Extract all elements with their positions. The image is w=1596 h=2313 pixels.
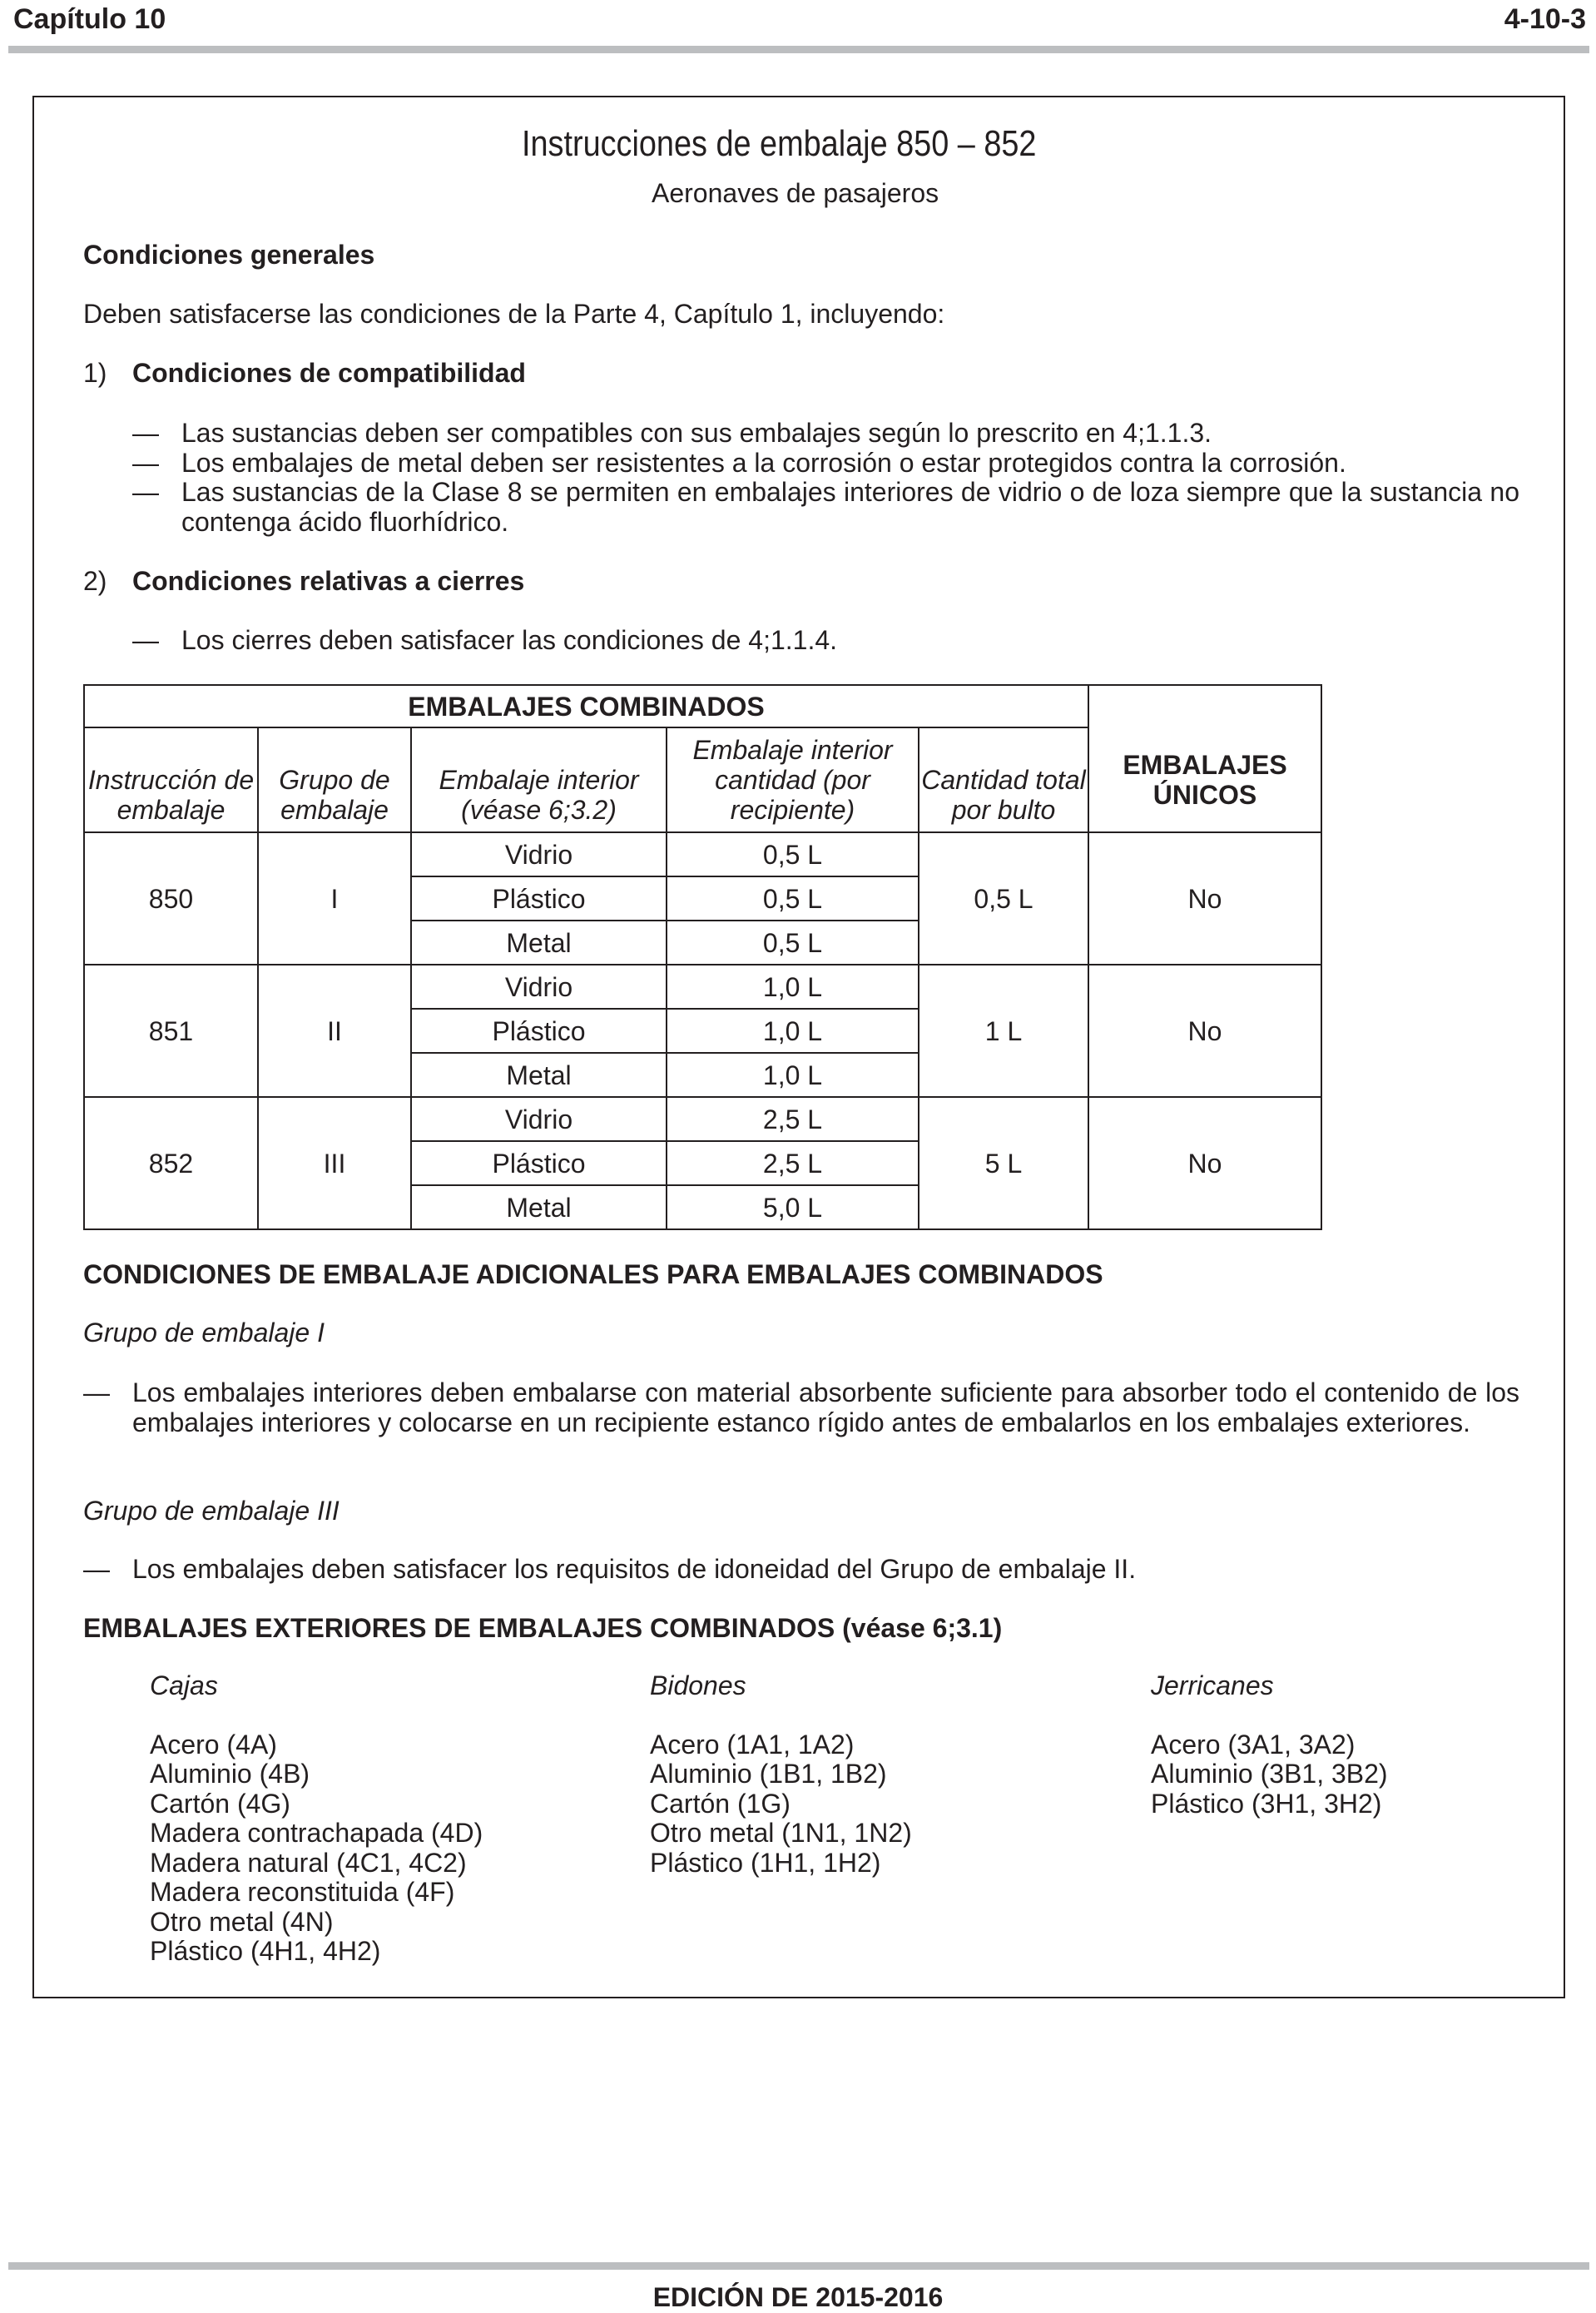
list-item: Aluminio (4B): [150, 1759, 310, 1789]
inner-packaging-header: Embalaje interior (véase 6;3.2): [411, 727, 667, 832]
list-item: Plástico (3H1, 3H2): [1151, 1788, 1382, 1819]
boxes-column: [150, 1671, 483, 1967]
page-number: 4-10-3: [1504, 3, 1586, 35]
closure-item-1-text: Los cierres deben satisfacer las condiciones de 4;1.1.4.: [181, 625, 838, 655]
inner-material: Plástico: [411, 876, 667, 921]
inner-material: Plástico: [411, 1141, 667, 1185]
list-item: Madera contrachapada (4D): [150, 1818, 483, 1848]
total-quantity-header: Cantidad total por bulto: [919, 727, 1088, 832]
list-item: Madera natural (4C1, 4C2): [150, 1847, 467, 1878]
single-packaging: No: [1088, 1097, 1321, 1229]
list-item: Aluminio (3B1, 3B2): [1151, 1759, 1388, 1789]
list-item: Otro metal (1N1, 1N2): [650, 1818, 912, 1848]
group-i-label: Grupo de embalaje I: [83, 1318, 325, 1348]
section-1-number: 1): [83, 358, 107, 388]
dash-mark: —: [83, 1554, 110, 1584]
list-item: Acero (4A): [150, 1729, 277, 1760]
outer-packagings-heading: EMBALAJES EXTERIORES DE EMBALAJES COMBINADOS (véase 6;3.1): [83, 1613, 1003, 1643]
list-item: Plástico (1H1, 1H2): [650, 1847, 881, 1878]
list-item: Cartón (4G): [150, 1788, 290, 1819]
single-packaging: No: [1088, 965, 1321, 1097]
drums-title: Bidones: [650, 1670, 746, 1700]
list-item: Aluminio (1B1, 1B2): [650, 1759, 887, 1789]
table-row: [84, 965, 1321, 1009]
total-quantity: 1 L: [919, 965, 1088, 1097]
dash-mark: —: [132, 477, 159, 507]
inner-quantity: 1,0 L: [667, 965, 919, 1009]
compat-item-1-text: Las sustancias deben ser compatibles con sus embalajes según lo prescrito en 4;1.1.3.: [181, 418, 1212, 448]
instruction-852: 852: [84, 1097, 258, 1229]
jerricans-title: Jerricanes: [1151, 1670, 1274, 1700]
compat-item-3-text: Las sustancias de la Clase 8 se permiten en embalajes interiores de vidrio o de loza siempre que la sustancia no contenga ácido fluorhídrico.: [181, 477, 1519, 537]
dash-mark: —: [132, 625, 159, 655]
group-cell: III: [258, 1097, 411, 1229]
edition-footer: EDICIÓN DE 2015-2016: [652, 2282, 944, 2312]
group-i-text: Los embalajes interiores deben embalarse con material absorbente suficiente para absorber todo el contenido de los embalajes interiores y colocarse en un recipiente estanco rígido antes de embalarlos en los embalajes exteriores.: [132, 1377, 1519, 1437]
additional-conditions-heading: CONDICIONES DE EMBALAJE ADICIONALES PARA EMBALAJES COMBINADOS: [83, 1259, 1103, 1289]
inner-quantity: 5,0 L: [667, 1185, 919, 1229]
single-packaging: No: [1088, 832, 1321, 965]
table-row: [84, 1097, 1321, 1141]
total-quantity: 5 L: [919, 1097, 1088, 1229]
inner-quantity-header: Embalaje interior cantidad (por recipiente): [667, 727, 919, 832]
packing-instruction-header: Instrucción de embalaje: [84, 727, 258, 832]
general-intro: Deben satisfacerse las condiciones de la Parte 4, Capítulo 1, incluyendo:: [83, 299, 945, 329]
group-cell: I: [258, 832, 411, 965]
inner-material: Metal: [411, 1053, 667, 1097]
inner-material: Metal: [411, 921, 667, 965]
inner-material: Vidrio: [411, 832, 667, 876]
boxes-title: Cajas: [150, 1670, 218, 1700]
list-item: Madera reconstituida (4F): [150, 1877, 455, 1907]
compat-item-2-text: Los embalajes de metal deben ser resistentes a la corrosión o estar protegidos contra la corrosión.: [181, 448, 1346, 478]
inner-material: Metal: [411, 1185, 667, 1229]
inner-quantity: 0,5 L: [667, 921, 919, 965]
single-packagings-header: EMBALAJES ÚNICOS: [1088, 685, 1321, 832]
instruction-850: 850: [84, 832, 258, 965]
section-2-number: 2): [83, 566, 107, 596]
page-title: Instrucciones de embalaje 850 – 852: [522, 123, 1037, 164]
dash-mark: —: [83, 1377, 110, 1407]
general-conditions-heading: Condiciones generales: [83, 240, 375, 270]
list-item: Otro metal (4N): [150, 1906, 334, 1937]
chapter-label: Capítulo 10: [13, 3, 166, 35]
list-item: Acero (1A1, 1A2): [650, 1729, 855, 1760]
jerricans-column: [1151, 1671, 1388, 1819]
inner-quantity: 1,0 L: [667, 1009, 919, 1053]
instruction-851: 851: [84, 965, 258, 1097]
section-1-title: Condiciones de compatibilidad: [132, 358, 526, 388]
drums-column: [650, 1671, 912, 1878]
group-cell: II: [258, 965, 411, 1097]
section-2-title: Condiciones relativas a cierres: [132, 566, 525, 596]
inner-quantity: 0,5 L: [667, 876, 919, 921]
header-rule: [8, 46, 1589, 53]
group-iii-label: Grupo de embalaje III: [83, 1496, 340, 1526]
total-quantity: 0,5 L: [919, 832, 1088, 965]
packing-table: [83, 684, 1322, 1230]
inner-material: Plástico: [411, 1009, 667, 1053]
list-item: Plástico (4H1, 4H2): [150, 1936, 381, 1966]
footer-rule: [8, 2262, 1589, 2270]
packing-group-header: Grupo de embalaje: [258, 727, 411, 832]
combined-packagings-header: EMBALAJES COMBINADOS: [84, 685, 1088, 727]
group-iii-text: Los embalajes deben satisfacer los requisitos de idoneidad del Grupo de embalaje II.: [132, 1554, 1137, 1584]
inner-material: Vidrio: [411, 1097, 667, 1141]
dash-mark: —: [132, 418, 159, 448]
inner-quantity: 2,5 L: [667, 1097, 919, 1141]
table-row: [84, 832, 1321, 876]
inner-quantity: 1,0 L: [667, 1053, 919, 1097]
list-item: Cartón (1G): [650, 1788, 791, 1819]
inner-quantity: 0,5 L: [667, 832, 919, 876]
page-subtitle: Aeronaves de pasajeros: [652, 178, 939, 208]
dash-mark: —: [132, 448, 159, 478]
inner-quantity: 2,5 L: [667, 1141, 919, 1185]
list-item: Acero (3A1, 3A2): [1151, 1729, 1356, 1760]
inner-material: Vidrio: [411, 965, 667, 1009]
